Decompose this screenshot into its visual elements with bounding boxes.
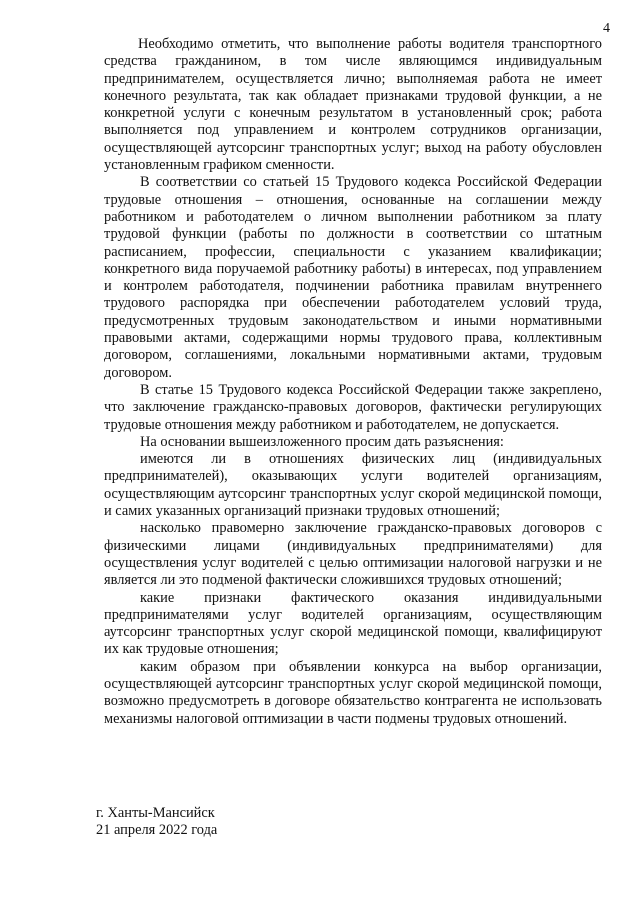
question-tender-obligation: каким образом при объявлении конкурса на выбор организации, осуществляющей аутсорсинг транспортных услуг скорой медицинской помощи, возможно предусмотреть в договоре обязательство контрагента не использовать механизмы налоговой оптимизации в части подмены трудовых отношений. bbox=[104, 658, 602, 727]
paragraph-driver-work-note: Необходимо отметить, что выполнение работы водителя транспортного средства гражданином, в том числе являющимся индивидуальным предпринимателем, осуществляется лично; выполняемая работа не имеет конечного результата, так как обладает признаками трудовой функции, а не конкретной услуги с конечным результатом в установленный срок; работа выполняется под управлением и контролем сотрудников организации, осуществляющей аутсорсинг транспортных услуг; выход на работу обусловлен установленным графиком сменности. bbox=[104, 36, 602, 174]
city-line: г. Ханты-Мансийск bbox=[96, 805, 215, 821]
page-number: 4 bbox=[603, 21, 610, 36]
date-line: 21 апреля 2022 года bbox=[96, 822, 218, 838]
question-civil-contracts-legality: насколько правомерно заключение гражданско-правовых договоров с физическими лицами (индивидуальных предпринимателями) для осуществления услуг водителей с целью оптимизации налоговой нагрузки и не является ли это подменой фактически сложившихся трудовых отношений; bbox=[104, 520, 602, 589]
question-qualifying-signs: какие признаки фактического оказания индивидуальными предпринимателями услуг водителей организациям, осуществляющим аутсорсинг транспортных услуг скорой медицинской помощи, квалифицируют их как трудовые отношения; bbox=[104, 589, 602, 658]
question-labor-relations-signs: имеются ли в отношениях физических лиц (индивидуальных предпринимателей), оказывающих услуги водителей организациям, осуществляющим аутсорсинг транспортных услуг скорой медицинской помощи, и самих указанных организаций признаки трудовых отношений; bbox=[104, 451, 602, 520]
paragraph-request-intro: На основании вышеизложенного просим дать разъяснения: bbox=[140, 433, 504, 450]
place-and-date-block bbox=[96, 805, 217, 839]
document-body bbox=[104, 36, 602, 728]
paragraph-labor-code-article-15: В соответствии со статьей 15 Трудового кодекса Российской Федерации трудовые отношения – отношения, основанные на соглашении между работником и работодателем о личном выполнении работником за плату трудовой функции (работы по должности в соответствии со штатным расписанием, профессии, специальности с указанием квалификации; конкретного вида поручаемой работнику работы) в интересах, под управлением и контролем работодателя, подчинении работника правилам внутреннего трудового распорядка при обеспечении работодателем условий труда, предусмотренных трудовым законодательством и иными нормативными правовыми актами, содержащими нормы трудового права, коллективным договором, соглашениями, локальными нормативными актами, трудовым договором. bbox=[104, 174, 602, 381]
paragraph-civil-contracts-prohibition: В статье 15 Трудового кодекса Российской Федерации также закреплено, что заключение гражданско-правовых договоров, фактически регулирующих трудовые отношения между работником и работодателем, не допускается. bbox=[104, 381, 602, 433]
